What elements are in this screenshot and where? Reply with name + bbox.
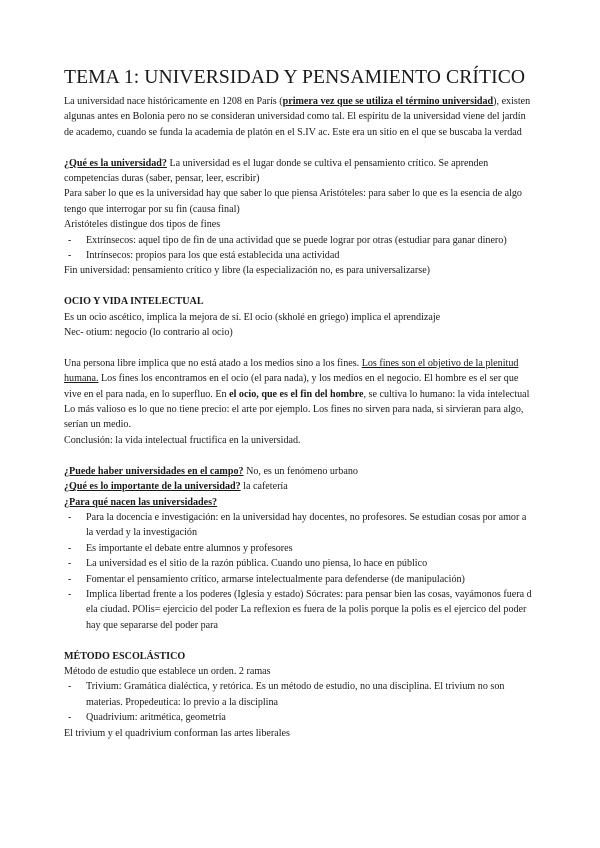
importante-question-line [64, 479, 536, 494]
underlined-span: Los fines son el objetivo de la plenitud humana. [64, 357, 519, 385]
list-item: - Para la docencia e investigación: en la universidad hay docentes, no profesores. Se estudian cosas por amor a la verdad y la investigación [64, 510, 536, 541]
aristoteles-fines-intro: Aristóteles distingue dos tipos de fines [64, 219, 221, 231]
list-item: - Quadrivium: aritmética, geometría [64, 710, 536, 725]
text-span: , se cultiva lo humano: la vida intelectual [363, 388, 530, 400]
que-es-paragraph [64, 156, 536, 187]
page-title: TEMA 1: UNIVERSIDAD Y PENSAMIENTO CRÍTICO [64, 67, 526, 88]
intro-text-1: La universidad nace históricamente en 1208 en París ( [64, 96, 283, 107]
aristoteles-paragraph: Para saber lo que es la universidad hay que saber lo que piensa Aristóteles: para saber lo que es la esencia de algo tengo que interrogar por su fin (causa final) [64, 188, 522, 215]
nacen-list [64, 510, 536, 633]
text-span: Una persona libre implica que no está atado a los medios sino a los fines. [64, 357, 362, 369]
conclusion-paragraph: Conclusión: la vida intelectual fructifica en la universidad. [64, 434, 301, 446]
text-span: Los fines los encontramos en el ocio (el para nada), y los medios en el negocio. El hombre es el ser que vive en el para nada, en lo superfluo. En [64, 373, 519, 400]
artes-liberales-paragraph: El trivium y el quadrivium conforman las artes liberales [64, 727, 290, 739]
section-heading-metodo: MÉTODO ESCOLÁSTICO [64, 650, 186, 662]
campo-question-line [64, 464, 536, 479]
intro-highlight: primera vez que se utiliza el término universidad [282, 96, 494, 107]
list-item: - Implica libertad frente a los poderes (Iglesia y estado) Sócrates: para pensar bien las cosas, vayámonos fuera d ela ciudad. POlis= ejercicio del poder La reflexion es fuera de la polis porque la polis es el ejercico del poder hay que separarse del poder para [64, 587, 536, 633]
nacen-question-line [64, 495, 536, 510]
list-item: - Fomentar el pensamiento crítico, armarse intelectualmente para defenderse (de manipulación) [64, 572, 536, 587]
campo-answer: No, es un fenómeno urbano [243, 465, 358, 477]
valioso-paragraph: Lo más valioso es lo que no tiene precio: el arte por ejemplo. Los fines no sirven para nada, si sirvieran para algo, serían un medio. [64, 404, 524, 431]
bold-span: el ocio, que es el fin del hombre [229, 388, 364, 400]
list-item: - Intrínsecos: propios para los que está establecida una actividad [64, 248, 536, 263]
list-item: - Trivium: Gramática dialéctica, y retórica. Es un método de estudio, no una disciplina. El trivium no son materias. Propedeutica: lo previo a la disciplina [64, 679, 536, 710]
que-es-question: ¿Qué es la universidad? [64, 157, 167, 169]
ocio-paragraph-2: Nec- otium: negocio (lo contrario al ocio) [64, 327, 233, 339]
intro-paragraph [64, 94, 536, 140]
importante-question: ¿Qué es lo importante de la universidad? [64, 481, 241, 493]
ocio-paragraph-1: Es un ocio ascético, implica la mejora de sí. El ocio (skholé en griego) implica el aprendizaje [64, 311, 441, 323]
importante-answer: la cafetería [240, 481, 288, 493]
nacen-question: ¿Para qué nacen las universidades? [64, 496, 218, 508]
que-es-answer: La universidad es el lugar donde se cultiva el pensamiento crítico. Se aprenden competencias duras (saber, pensar, leer, escribir) [64, 157, 489, 185]
list-item: - La universidad es el sitio de la razón pública. Cuando uno piensa, lo hace en público [64, 556, 536, 571]
list-item: - Es importante el debate entre alumnos y profesores [64, 541, 536, 556]
campo-question: ¿Puede haber universidades en el campo? [64, 465, 244, 477]
metodo-paragraph: Método de estudio que establece un orden. 2 ramas [64, 665, 271, 677]
fines-list [64, 233, 536, 264]
intro-text-2: ), existen algunas antes en Bolonia pero no se consideran universidad como tal. El espíritu de la universidad viene del jardín de academo, cuando se funda la academia de platón en el S.IV ac. Este era un sitio en el que se buscaba la verdad [64, 96, 531, 138]
section-heading-ocio: OCIO Y VIDA INTELECTUAL [64, 296, 204, 308]
list-item: - Extrínsecos: aquel tipo de fin de una actividad que se puede lograr por otras (estudiar para ganar dinero) [64, 233, 536, 248]
fin-universidad: Fin universidad: pensamiento crítico y libre (la especialización no, es para universalizarse) [64, 265, 431, 277]
ramas-list [64, 679, 536, 725]
persona-libre-paragraph [64, 356, 536, 402]
